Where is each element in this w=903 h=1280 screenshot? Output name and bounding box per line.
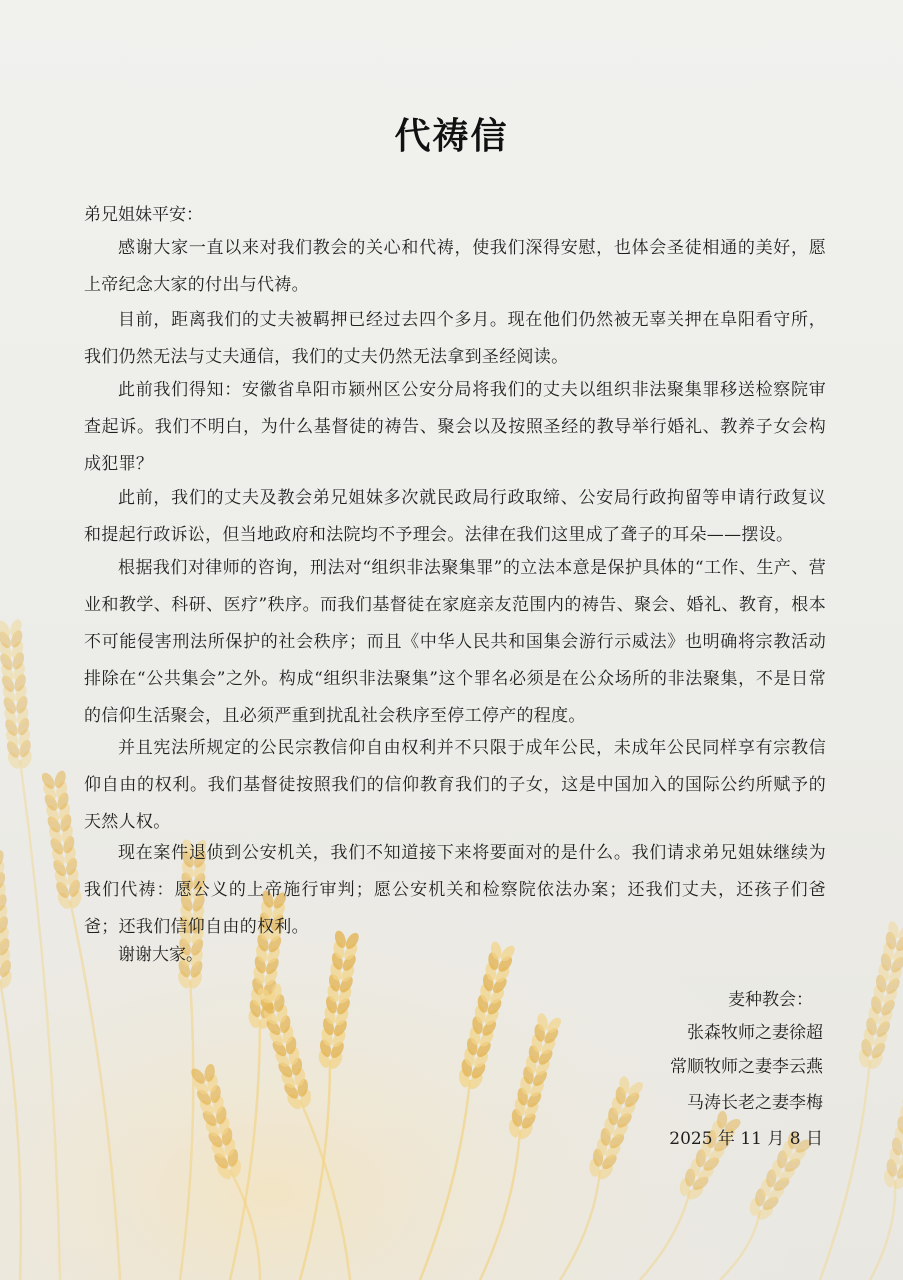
paragraph-2: 目前，距离我们的丈夫被羁押已经过去四个多月。现在他们仍然被无辜关押在阜阳看守所，我们仍然无法与丈夫通信，我们的丈夫仍然无法拿到圣经阅读。 <box>84 310 826 367</box>
paragraph-7: 现在案件退侦到公安机关，我们不知道接下来将要面对的是什么。我们请求弟兄姐妹继续为我们代祷：愿公义的上帝施行审判；愿公安机关和检察院依法办案；还我们丈夫，还孩子们爸爸；还我们信仰自由的权利。 <box>84 843 826 937</box>
paragraph-3: 此前我们得知：安徽省阜阳市颍州区公安分局将我们的丈夫以组织非法聚集罪移送检察院审查起诉。我们不明白，为什么基督徒的祷告、聚会以及按照圣经的教导举行婚礼、教养子女会构成犯罪？ <box>84 380 826 474</box>
signature-date: 2025 年 11 月 8 日 <box>669 1129 823 1149</box>
closing-thanks: 谢谢大家。 <box>118 945 203 965</box>
signature-name-1: 张森牧师之妻徐超 <box>687 1023 823 1043</box>
paragraph-4: 此前，我们的丈夫及教会弟兄姐妹多次就民政局行政取缔、公安局行政拘留等申请行政复议和提起行政诉讼，但当地政府和法院均不予理会。法律在我们这里成了聋子的耳朵——摆设。 <box>84 488 826 545</box>
signature-name-2: 常顺牧师之妻李云燕 <box>670 1057 823 1077</box>
signature-church: 麦种教会： <box>728 990 813 1010</box>
letter-title: 代祷信 <box>394 115 509 157</box>
paragraph-5: 根据我们对律师的咨询，刑法对“组织非法聚集罪”的立法本意是保护具体的“工作、生产、营业和教学、科研、医疗”秩序。而我们基督徒在家庭亲友范围内的祷告、聚会、婚礼、教育，根本不可能侵害刑法所保护的社会秩序；而且《中华人民共和国集会游行示威法》也明确将宗教活动排除在“公共集会”之外。构成“组织非法聚集”这个罪名必须是在公众场所的非法聚集，不是日常的信仰生活聚会，且必须严重到扰乱社会秩序至停工停产的程度。 <box>84 558 826 726</box>
paragraph-6: 并且宪法所规定的公民宗教信仰自由权利并不只限于成年公民，未成年公民同样享有宗教信仰自由的权利。我们基督徒按照我们的信仰教育我们的子女，这是中国加入的国际公约所赋予的天然人权。 <box>84 738 826 832</box>
signature-name-3: 马涛长老之妻李梅 <box>687 1093 823 1113</box>
paragraph-1: 感谢大家一直以来对我们教会的关心和代祷，使我们深得安慰，也体会圣徒相通的美好，愿上帝纪念大家的付出与代祷。 <box>84 238 826 295</box>
salutation: 弟兄姐妹平安： <box>84 205 203 225</box>
